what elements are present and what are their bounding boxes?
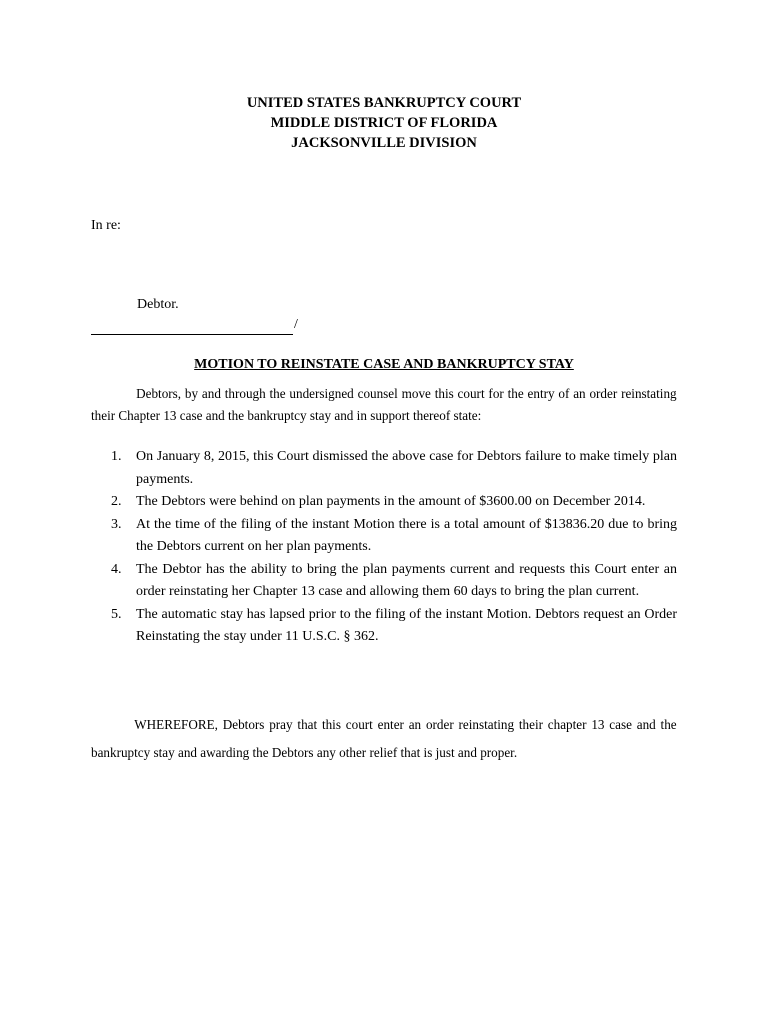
list-item-text: The automatic stay has lapsed prior to the filing of the instant Motion. Debtors request an Order Reinstating the stay under 11 U.S.C. § 362. bbox=[136, 606, 677, 644]
court-header bbox=[0, 93, 768, 153]
court-division: JACKSONVILLE DIVISION bbox=[291, 135, 477, 151]
in-re-label: In re: bbox=[91, 218, 121, 233]
list-item-number: 5. bbox=[111, 606, 122, 622]
motion-title-text: MOTION TO REINSTATE CASE AND BANKRUPTCY STAY bbox=[194, 357, 574, 372]
wherefore-paragraph bbox=[91, 712, 677, 768]
list-item-text: On January 8, 2015, this Court dismissed the above case for Debtors failure to make timely plan payments. bbox=[136, 449, 677, 487]
list-item-number: 4. bbox=[111, 561, 122, 577]
numbered-list bbox=[91, 446, 677, 649]
intro-text: Debtors, by and through the undersigned counsel move this court for the entry of an order reinstating their Chapter 13 case and the bankruptcy stay and in support thereof state: bbox=[91, 387, 677, 424]
case-caption bbox=[91, 295, 691, 335]
caption-slash: / bbox=[294, 317, 298, 332]
list-item bbox=[91, 446, 677, 491]
list-item bbox=[91, 604, 677, 649]
list-item bbox=[91, 514, 677, 559]
list-item-text: The Debtors were behind on plan payments in the amount of $3600.00 on December 2014. bbox=[136, 494, 646, 509]
caption-rule bbox=[91, 320, 293, 335]
list-item-text: At the time of the filing of the instant Motion there is a total amount of $13836.20 due to bring the Debtors current on her plan payments. bbox=[136, 516, 677, 554]
court-name: UNITED STATES BANKRUPTCY COURT bbox=[246, 95, 522, 111]
list-item bbox=[91, 559, 677, 604]
list-item bbox=[91, 491, 677, 514]
intro-paragraph bbox=[91, 384, 677, 428]
wherefore-text: WHEREFORE, Debtors pray that this court enter an order reinstating their chapter 13 case and the bankruptcy stay and awarding the Debtors any other relief that is just and proper. bbox=[91, 718, 677, 761]
caption-signature-line bbox=[91, 315, 691, 335]
list-item-number: 3. bbox=[111, 516, 122, 532]
list-item-number: 1. bbox=[111, 449, 122, 464]
debtor-label: Debtor. bbox=[137, 297, 179, 312]
list-item-number: 2. bbox=[111, 494, 122, 509]
list-item-text: The Debtor has the ability to bring the plan payments current and requests this Court enter an order reinstating her Chapter 13 case and allowing them 60 days to bring the plan current. bbox=[136, 561, 677, 599]
court-district: MIDDLE DISTRICT OF FLORIDA bbox=[270, 115, 498, 131]
motion-title bbox=[0, 355, 768, 375]
